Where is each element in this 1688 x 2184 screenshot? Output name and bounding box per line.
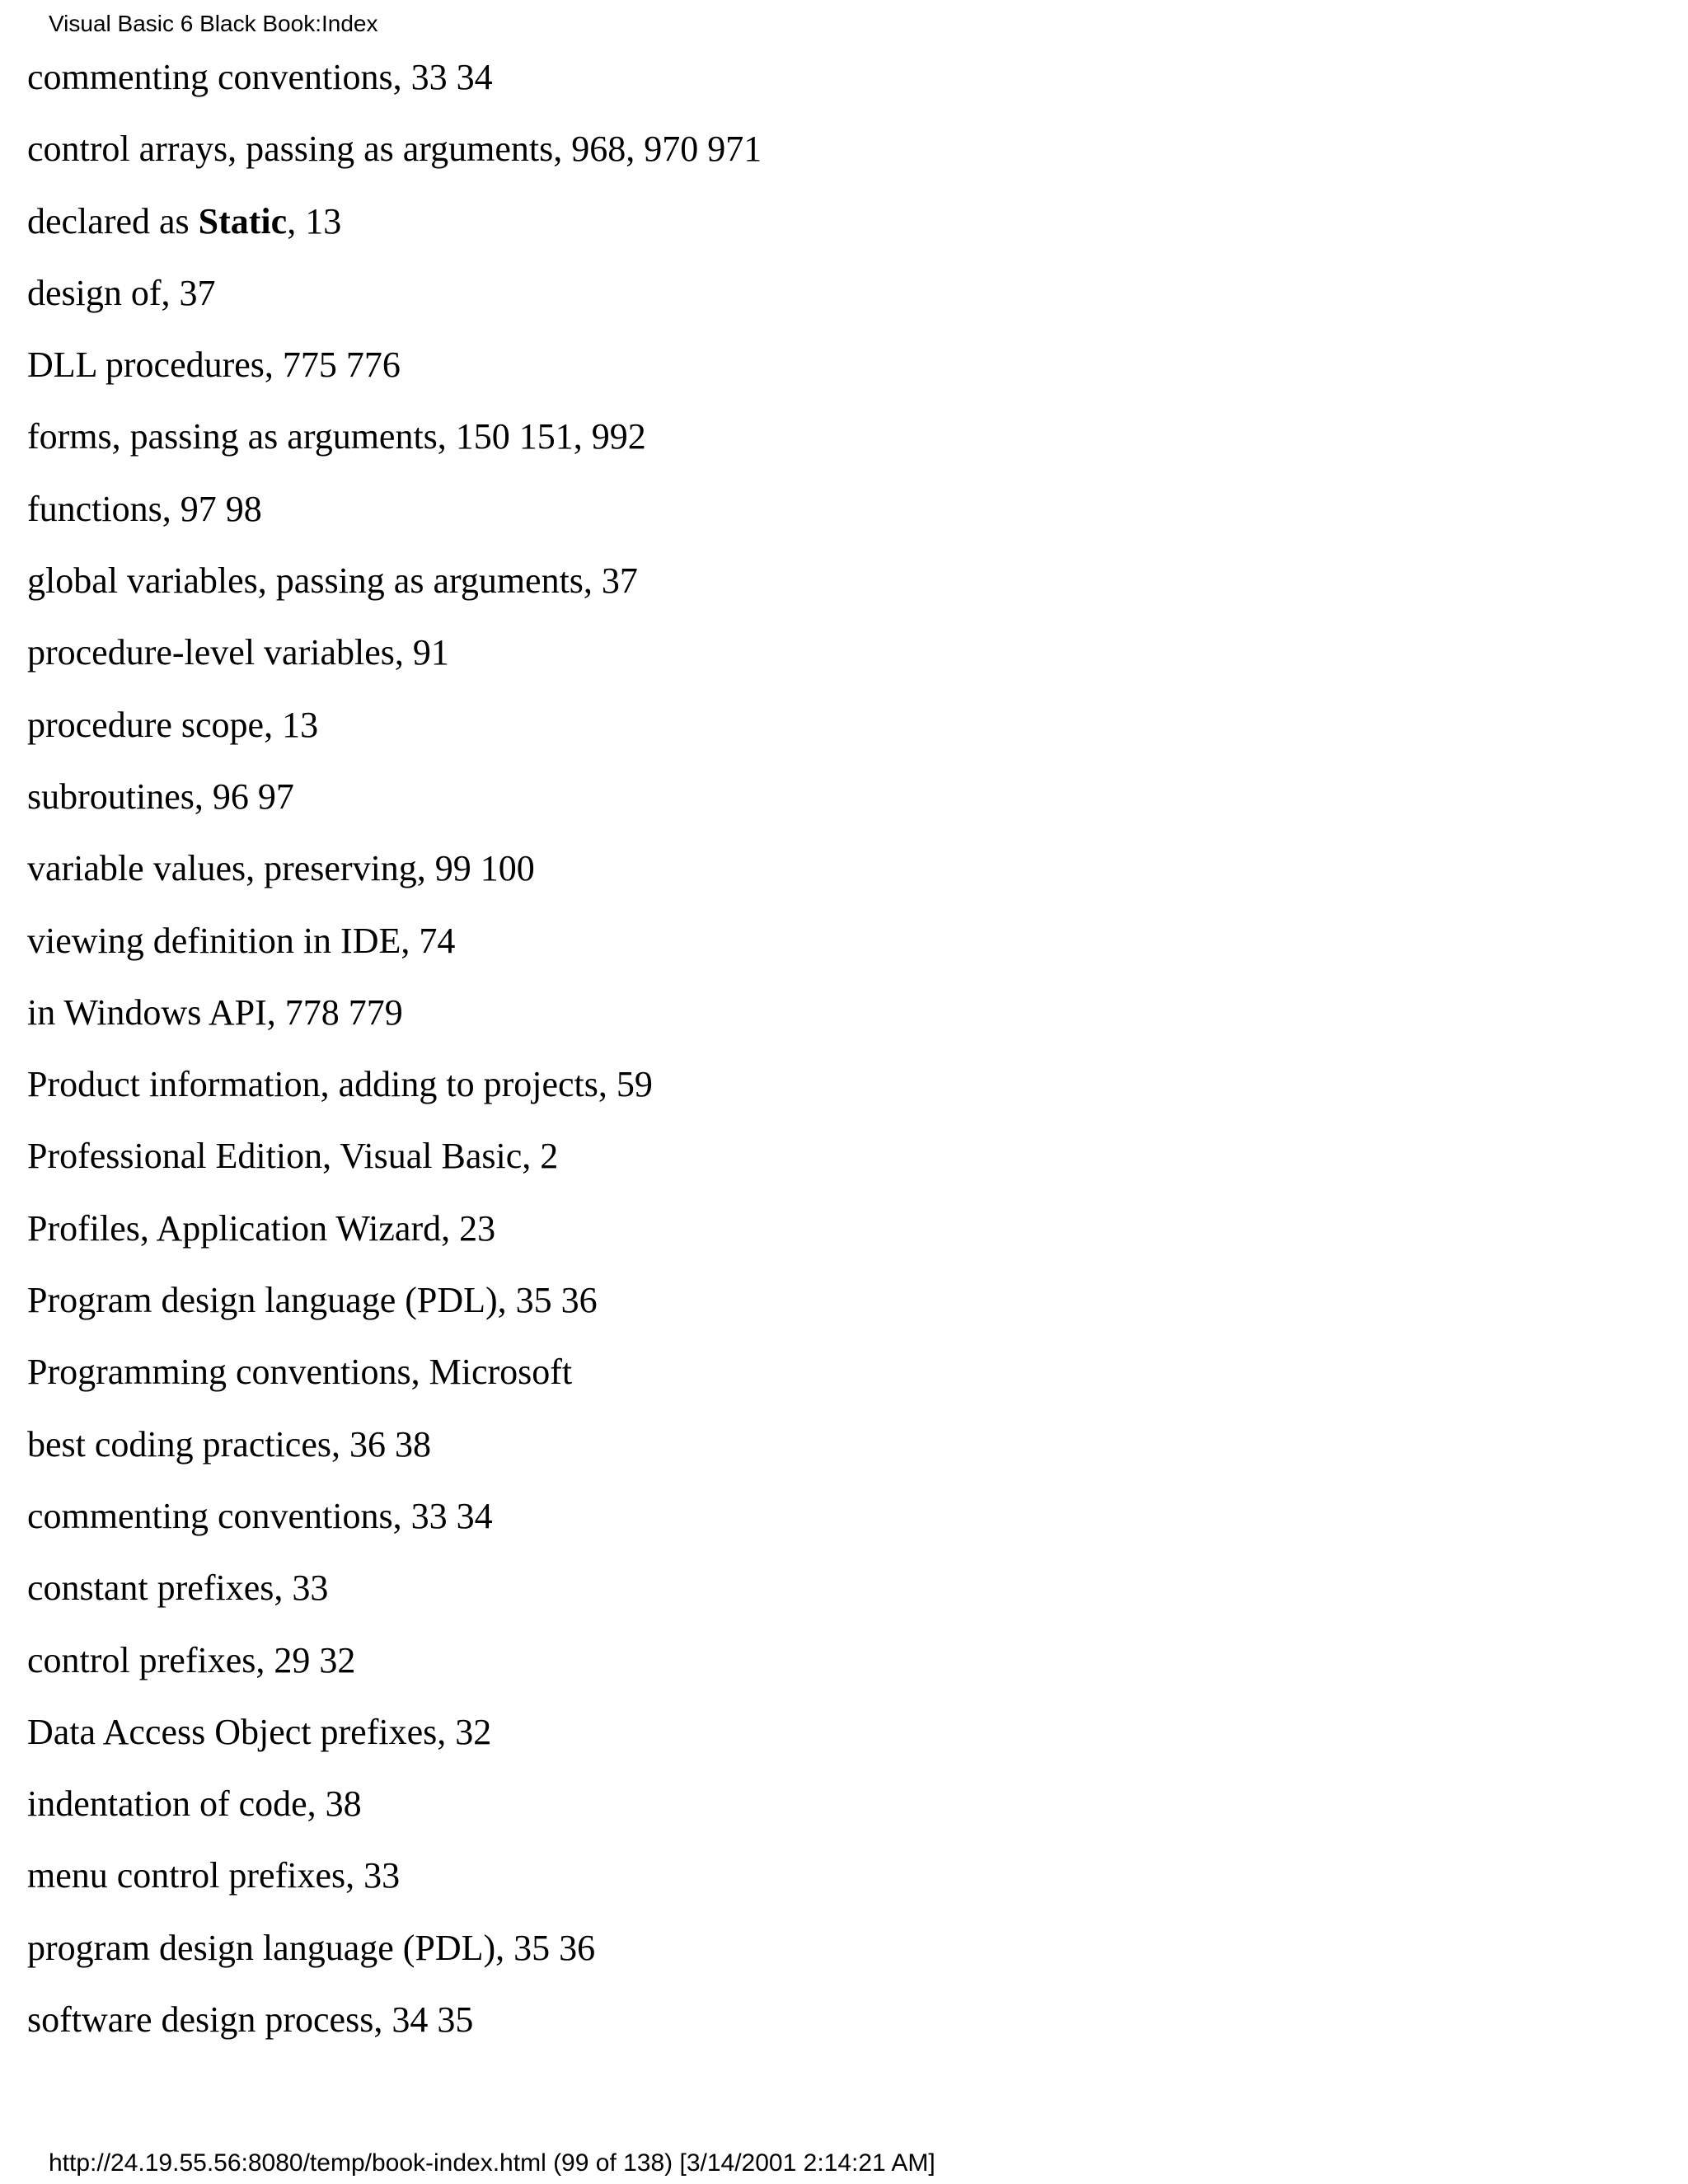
index-entry: Data Access Object prefixes, 32 bbox=[27, 1711, 492, 1752]
index-entry: Program design language (PDL), 35 36 bbox=[27, 1280, 598, 1321]
index-entry: Professional Edition, Visual Basic, 2 bbox=[27, 1136, 559, 1177]
index-entry: program design language (PDL), 35 36 bbox=[27, 1927, 596, 1968]
index-entry: in Windows API, 778 779 bbox=[27, 991, 403, 1033]
index-entry: design of, 37 bbox=[27, 272, 216, 313]
index-entry: variable values, preserving, 99 100 bbox=[27, 848, 535, 889]
index-entry: menu control prefixes, 33 bbox=[27, 1855, 401, 1896]
index-entry: Programming conventions, Microsoft bbox=[27, 1352, 573, 1393]
index-list bbox=[27, 46, 762, 2060]
index-entry: procedure scope, 13 bbox=[27, 704, 319, 745]
index-entry: subroutines, 96 97 bbox=[27, 776, 294, 817]
index-entry: Product information, adding to projects, 59 bbox=[27, 1064, 653, 1105]
index-entry: control prefixes, 29 32 bbox=[27, 1639, 356, 1680]
index-entry: best coding practices, 36 38 bbox=[27, 1423, 431, 1465]
index-entry: control arrays, passing as arguments, 968, 970 971 bbox=[27, 129, 762, 170]
index-entry: DLL procedures, 775 776 bbox=[27, 344, 401, 386]
index-entry: global variables, passing as arguments, 37 bbox=[27, 560, 638, 602]
index-entry: Profiles, Application Wizard, 23 bbox=[27, 1207, 496, 1249]
static-keyword: Static bbox=[198, 200, 288, 241]
index-entry: functions, 97 98 bbox=[27, 488, 262, 529]
index-entry-suffix: , 13 bbox=[287, 200, 342, 241]
index-entry: commenting conventions, 33 34 bbox=[27, 1495, 493, 1536]
index-entry: constant prefixes, 33 bbox=[27, 1568, 329, 1609]
index-entry-prefix: declared as bbox=[27, 200, 199, 241]
page-header: Visual Basic 6 Black Book:Index bbox=[49, 11, 378, 36]
index-entry: procedure-level variables, 91 bbox=[27, 632, 449, 673]
index-entry: viewing definition in IDE, 74 bbox=[27, 920, 456, 961]
page-footer-source: http://24.19.55.56:8080/temp/book-index.html (99 of 138) [3/14/2001 2:14:21 AM] bbox=[49, 2149, 935, 2177]
index-entry: commenting conventions, 33 34 bbox=[27, 57, 493, 97]
index-entry: forms, passing as arguments, 150 151, 992 bbox=[27, 416, 646, 457]
index-entry: software design process, 34 35 bbox=[27, 1999, 474, 2041]
index-entry-static bbox=[27, 190, 762, 262]
index-entry: indentation of code, 38 bbox=[27, 1783, 362, 1825]
